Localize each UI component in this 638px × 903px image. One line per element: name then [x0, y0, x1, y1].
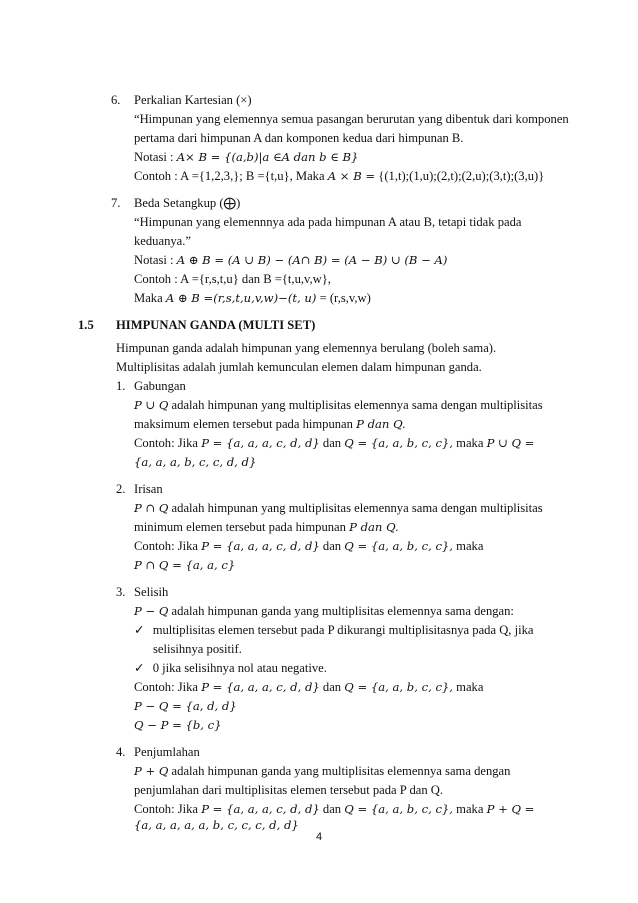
- maka-result: = (r,s,v,w): [319, 291, 371, 305]
- op-1-desc: [134, 398, 543, 413]
- op-1-expr: P ∪ Q: [134, 398, 169, 412]
- op-4-desc-text: adalah himpunan ganda yang multiplisitas elemennya sama dengan: [168, 764, 511, 778]
- op-4-title: Penjumlahan: [134, 745, 200, 759]
- example-and: dan: [319, 802, 345, 816]
- item-7-contoh: Contoh : A ={r,s,t,u} dan B ={t,u,v,w},: [134, 272, 331, 286]
- op-3-expr: P − Q: [134, 604, 169, 618]
- example-set-p: P = {a, a, a, c, d, d}: [201, 436, 320, 450]
- op-3-result-2: Q − P = {b, c}: [134, 718, 222, 732]
- op-2-desc: [134, 501, 543, 516]
- example-set-p: P = {a, a, a, c, d, d}: [201, 539, 320, 553]
- notasi-formula: A× B = {(a,b)|a ∈A dan b ∈ B}: [176, 150, 359, 164]
- section-number: 1.5: [78, 318, 94, 332]
- example-set-q: Q = {a, a, b, c, c},: [344, 539, 453, 553]
- checkmark-icon: ✓: [134, 661, 145, 675]
- example-maka: maka: [456, 802, 484, 816]
- item-7-title: Beda Setangkup (⨁): [134, 196, 241, 210]
- op-4-result: {a, a, a, a, a, b, c, c, c, d, d}: [134, 818, 299, 832]
- notasi-label: Notasi :: [134, 150, 174, 164]
- op-3-number: 3.: [116, 585, 126, 599]
- example-set-q: Q = {a, a, b, c, c},: [344, 680, 453, 694]
- example-result-expr: P ∪ Q =: [486, 436, 535, 450]
- op-1-desc2-text: maksimum elemen tersebut pada himpunan: [134, 417, 353, 431]
- op-2-example: [134, 539, 483, 554]
- contoh-formula: A × B =: [327, 169, 376, 183]
- example-result-expr: P + Q =: [486, 802, 535, 816]
- example-label: Contoh: Jika: [134, 436, 199, 450]
- item-6-notasi: [134, 150, 358, 165]
- op-2-result: P ∩ Q = {a, a, c}: [134, 558, 236, 572]
- op-3-check-1: [134, 623, 534, 638]
- op-3-result-1: P − Q = {a, d, d}: [134, 699, 237, 713]
- op-1-example: [134, 436, 534, 451]
- check-2-text: 0 jika selisihnya nol atau negative.: [152, 661, 327, 675]
- op-1-result: {a, a, a, b, c, c, d, d}: [134, 455, 257, 469]
- example-set-p: P = {a, a, a, c, d, d}: [201, 802, 320, 816]
- maka-formula: A ⊕ B =(r,s,t,u,v,w)−(t, u): [165, 291, 317, 305]
- item-6-definition-cont: pertama dari himpunan A dan komponen kedua dari himpunan B.: [134, 131, 464, 145]
- example-set-q: Q = {a, a, b, c, c},: [344, 802, 453, 816]
- example-maka: maka: [456, 539, 484, 553]
- op-1-desc2-math: P dan Q.: [356, 417, 406, 431]
- section-intro-2: Multiplisitas adalah jumlah kemunculan elemen dalam himpunan ganda.: [116, 360, 482, 374]
- example-label: Contoh: Jika: [134, 539, 199, 553]
- section-intro-1: Himpunan ganda adalah himpunan yang elemennya berulang (boleh sama).: [116, 341, 497, 355]
- op-4-number: 4.: [116, 745, 126, 759]
- op-2-title: Irisan: [134, 482, 163, 496]
- op-1-number: 1.: [116, 379, 126, 393]
- item-7-number: 7.: [111, 196, 121, 210]
- op-4-desc-cont: penjumlahan dari multiplisitas elemen tersebut pada P dan Q.: [134, 783, 444, 797]
- page-number: 4: [315, 831, 323, 843]
- example-and: dan: [319, 436, 345, 450]
- checkmark-icon: ✓: [134, 623, 145, 637]
- item-7-definition: “Himpunan yang elemennnya ada pada himpunan A atau B, tetapi tidak pada: [134, 215, 522, 229]
- op-2-desc2-math: P dan Q.: [349, 520, 399, 534]
- notasi-formula: A ⊕ B = (A ∪ B) − (A∩ B) = (A − B) ∪ (B − A): [176, 253, 448, 267]
- op-4-desc: [134, 764, 510, 779]
- item-6-title: Perkalian Kartesian (×): [134, 93, 252, 107]
- example-set-p: P = {a, a, a, c, d, d}: [201, 680, 320, 694]
- op-2-expr: P ∩ Q: [134, 501, 169, 515]
- op-3-desc-text: adalah himpunan ganda yang multiplisitas elemennya sama dengan:: [168, 604, 514, 618]
- op-1-desc-cont: [134, 417, 406, 432]
- op-3-desc: [134, 604, 514, 619]
- item-7-notasi: [134, 253, 447, 268]
- op-3-check-1-cont: selisihnya positif.: [153, 642, 242, 656]
- example-set-q: Q = {a, a, b, c, c},: [344, 436, 453, 450]
- op-1-desc-text: adalah himpunan yang multiplisitas elemennya sama dengan multiplisitas: [168, 398, 543, 412]
- op-4-example: [134, 802, 534, 817]
- op-2-desc-cont: [134, 520, 399, 535]
- section-title: HIMPUNAN GANDA (MULTI SET): [116, 318, 316, 332]
- op-3-example: [134, 680, 483, 695]
- notasi-label: Notasi :: [134, 253, 174, 267]
- op-2-number: 2.: [116, 482, 126, 496]
- item-7-maka: [134, 291, 371, 306]
- example-maka: maka: [456, 436, 484, 450]
- item-7-definition-cont: keduanya.”: [134, 234, 191, 248]
- example-label: Contoh: Jika: [134, 680, 199, 694]
- op-2-desc-text: adalah himpunan yang multiplisitas elemennya sama dengan multiplisitas: [168, 501, 543, 515]
- item-6-contoh: [134, 169, 544, 184]
- op-2-desc2-text: minimum elemen tersebut pada himpunan: [134, 520, 346, 534]
- example-maka: maka: [456, 680, 484, 694]
- example-and: dan: [319, 680, 345, 694]
- example-label: Contoh: Jika: [134, 802, 199, 816]
- example-and: dan: [319, 539, 345, 553]
- op-3-title: Selisih: [134, 585, 169, 599]
- maka-label: Maka: [134, 291, 163, 305]
- op-4-expr: P + Q: [134, 764, 169, 778]
- check-1-text: multiplisitas elemen tersebut pada P dikurangi multiplisitasnya pada Q, jika: [152, 623, 534, 637]
- item-6-definition: “Himpunan yang elemennya semua pasangan berurutan yang dibentuk dari komponen: [134, 112, 569, 126]
- contoh-result: {(1,t);(1,u);(2,t);(2,u);(3,t);(3,u)}: [378, 169, 545, 183]
- item-6-number: 6.: [111, 93, 121, 107]
- op-3-check-2: [134, 661, 327, 676]
- contoh-label: Contoh : A ={1,2,3,}; B ={t,u}, Maka: [134, 169, 325, 183]
- op-1-title: Gabungan: [134, 379, 186, 393]
